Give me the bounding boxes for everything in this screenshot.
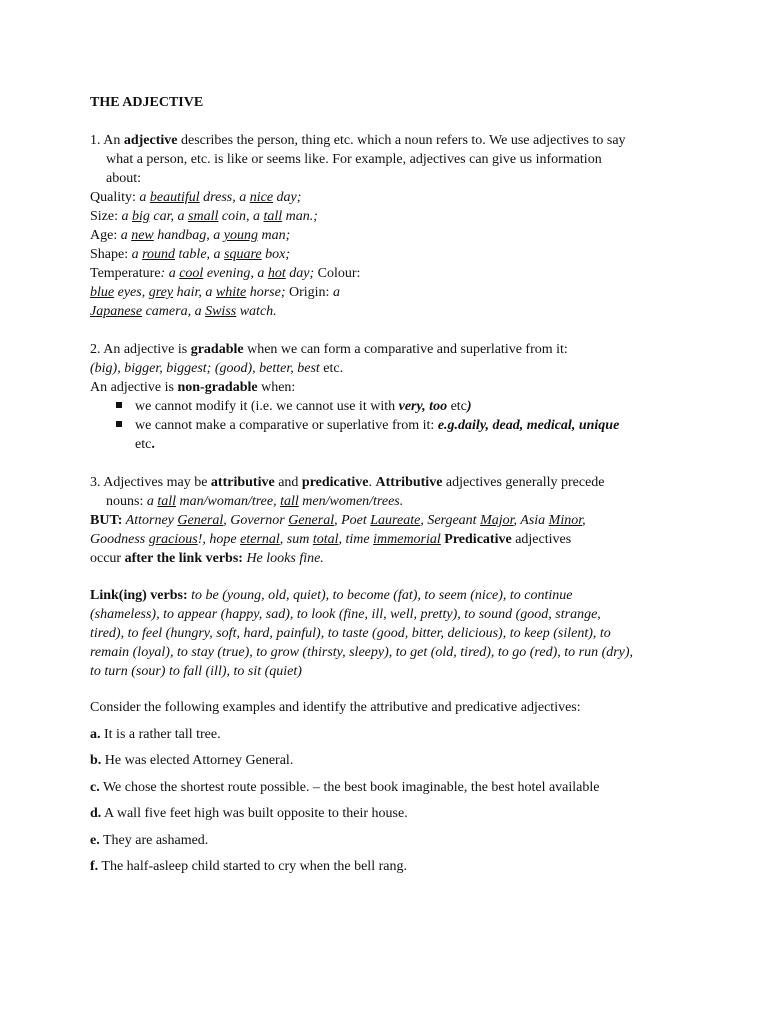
exercise-instruction	[90, 698, 690, 717]
example-e	[90, 831, 690, 850]
example-word: hot	[267, 266, 286, 281]
example-word: Laureate	[370, 513, 421, 528]
term-linking-verbs: Link(ing) verbs:	[90, 588, 188, 603]
s3-line-1	[90, 473, 690, 492]
text-run: eyes,	[114, 285, 149, 300]
section-1	[90, 131, 690, 321]
text-run: day;	[285, 266, 315, 281]
text-run: ,	[582, 513, 586, 528]
example-label: a.	[90, 727, 101, 742]
example-line	[90, 804, 690, 823]
text-run: BUT:	[90, 513, 123, 528]
bullet-marker	[116, 421, 122, 427]
text-run: coin, a	[218, 209, 264, 224]
example-word: General	[177, 513, 224, 528]
example-word: Japanese	[90, 304, 143, 319]
text-run: horse;	[246, 285, 286, 300]
shape-line	[90, 245, 690, 264]
example-line	[90, 751, 690, 770]
text-run: dress, a	[199, 190, 250, 205]
term-predicative: predicative	[301, 475, 369, 490]
example-c	[90, 778, 690, 797]
term-predicative: Predicative	[440, 532, 512, 547]
text-run: a	[146, 494, 158, 509]
section-2	[90, 340, 690, 454]
text-run: after the link verbs:	[124, 551, 243, 566]
example-b	[90, 751, 690, 770]
text-run: adjectives	[511, 532, 572, 547]
text-run: nouns:	[106, 494, 147, 509]
example-label: e.	[90, 833, 100, 848]
consider-text: Consider the following examples and identify the attributive and predicative adjectives:	[90, 700, 581, 715]
text-run: 1. An	[90, 133, 124, 148]
text-run: Quality:	[90, 190, 140, 205]
example-word: Major	[480, 513, 514, 528]
quality-line	[90, 188, 690, 207]
text-run: man/woman/tree,	[176, 494, 281, 509]
text-run: a	[121, 209, 132, 224]
example-line	[90, 831, 690, 850]
text-run: men/women/trees.	[298, 494, 404, 509]
text-run: occur	[90, 551, 125, 566]
text-run: , sum	[279, 532, 313, 547]
text-run: man;	[258, 228, 291, 243]
example-text: A wall five feet high was built opposite to their house.	[101, 806, 408, 821]
example-label: b.	[90, 753, 102, 768]
s2-line-3	[90, 378, 690, 397]
colour-line	[90, 283, 690, 302]
text-run: evening, a	[203, 266, 268, 281]
text-run: Origin:	[285, 285, 333, 300]
example-text: He was elected Attorney General.	[101, 753, 294, 768]
text-run: .	[151, 437, 155, 452]
example-line	[90, 857, 690, 876]
example-word: round	[142, 247, 176, 262]
text-run: we cannot modify it (i.e. we cannot use it with	[135, 399, 399, 414]
example-word: eternal	[240, 532, 280, 547]
text-run: .	[368, 475, 376, 490]
page-title	[90, 93, 690, 112]
text-run: day;	[273, 190, 302, 205]
text-run: , Poet	[334, 513, 371, 528]
text-run: 2. An adjective is	[90, 342, 191, 357]
example-word: beautiful	[149, 190, 200, 205]
s3-line-2	[90, 492, 690, 511]
text-run: 3. Adjectives may be	[90, 475, 211, 490]
text-run: adjectives generally precede	[442, 475, 605, 490]
text-run: !, hope	[197, 532, 241, 547]
text-run: box;	[261, 247, 291, 262]
text-run: etc	[135, 437, 152, 452]
text-run: Shape:	[90, 247, 132, 262]
example-text: The half-asleep child started to cry when the bell rang.	[98, 859, 407, 874]
text-run: watch.	[236, 304, 277, 319]
bullet-item	[90, 397, 690, 416]
example-word: big	[132, 209, 150, 224]
section-3	[90, 473, 690, 568]
text-run: car, a	[149, 209, 189, 224]
example-d	[90, 804, 690, 823]
example-word: new	[131, 228, 154, 243]
text-run: we cannot make a comparative or superlative from it:	[135, 418, 438, 433]
example-label: c.	[90, 780, 100, 795]
s3-line-3	[90, 511, 690, 530]
text-run: to be (young, old, quiet), to become (fat), to seem (nice), to continue	[187, 588, 573, 603]
text-run: very, too	[398, 399, 448, 414]
example-word: cool	[179, 266, 204, 281]
text-run: when we can form a comparative and superlative from it:	[243, 342, 568, 357]
text-run: Goodness	[90, 532, 149, 547]
term-gradable: gradable	[190, 342, 244, 357]
text-run: a	[332, 285, 340, 300]
text-run: when:	[257, 380, 296, 395]
example-line	[90, 778, 690, 797]
s1-line-3: about:	[106, 171, 141, 186]
text-run: man.;	[282, 209, 318, 224]
origin-line	[90, 302, 690, 321]
text-run: : a	[160, 266, 180, 281]
text-run: a	[131, 247, 143, 262]
example-label: d.	[90, 806, 102, 821]
example-label: f.	[90, 859, 99, 874]
text-run: a	[139, 190, 150, 205]
example-word: young	[223, 228, 258, 243]
title-text: THE ADJECTIVE	[90, 95, 204, 110]
example-word: Swiss	[205, 304, 237, 319]
text-run: e.g.daily, dead, medical, unique	[437, 418, 620, 433]
example-f	[90, 857, 690, 876]
example-a	[90, 725, 690, 744]
link-line-3: tired), to feel (hungry, soft, hard, painful), to taste (good, bitter, delicious), to keep (silent), to	[90, 626, 611, 641]
example-word: total	[312, 532, 339, 547]
example-word: nice	[249, 190, 274, 205]
text-run: Age:	[90, 228, 121, 243]
example-word: tall	[280, 494, 299, 509]
text-run: handbag, a	[153, 228, 224, 243]
example-word: immemorial	[373, 532, 441, 547]
s2-line-2	[90, 359, 690, 378]
s1-line-1	[90, 131, 690, 150]
text-run: Temperature	[90, 266, 161, 281]
link-line-2: (shameless), to appear (happy, sad), to look (fine, ill, well, pretty), to sound (good, strange,	[90, 607, 601, 622]
text-run: , Sergeant	[420, 513, 481, 528]
link-line-5: to turn (sour) to fall (ill), to sit (quiet)	[90, 664, 302, 679]
text-run: etc	[447, 399, 467, 414]
example-word: blue	[90, 285, 115, 300]
example-word: tall	[263, 209, 283, 224]
text-run: Size:	[90, 209, 122, 224]
text-run: Attorney	[122, 513, 178, 528]
text-run: hair, a	[173, 285, 216, 300]
age-line	[90, 226, 690, 245]
temperature-line	[90, 264, 690, 283]
example-word: tall	[157, 494, 177, 509]
bullet-marker	[116, 402, 122, 408]
example-word: General	[288, 513, 335, 528]
text-run: a	[120, 228, 132, 243]
link-line-1	[90, 586, 690, 605]
example-text: We chose the shortest route possible. – the best book imaginable, the best hotel available	[99, 780, 600, 795]
example-word: grey	[148, 285, 174, 300]
text-run: An adjective is	[90, 380, 178, 395]
example-text: They are ashamed.	[99, 833, 209, 848]
example-word: gracious	[148, 532, 198, 547]
text-run: , Governor	[223, 513, 289, 528]
s3-line-5	[90, 549, 690, 568]
example-text: It is a rather tall tree.	[100, 727, 221, 742]
text-run: He looks fine.	[242, 551, 324, 566]
bullet-item	[90, 416, 690, 435]
text-run: , Asia	[513, 513, 549, 528]
s2-line-1	[90, 340, 690, 359]
text-run: describes the person, thing etc. which a noun refers to. We use adjectives to say	[177, 133, 626, 148]
example-word: Minor	[548, 513, 583, 528]
example-word: square	[224, 247, 262, 262]
text-run: )	[466, 399, 472, 414]
text-run: table, a	[175, 247, 225, 262]
example-word: small	[188, 209, 219, 224]
s1-line-2: what a person, etc. is like or seems like. For example, adjectives can give us information	[106, 152, 602, 167]
text-run: , time	[338, 532, 374, 547]
text-run: (big), bigger, biggest; (good), better, best	[90, 361, 320, 376]
s3-line-4	[90, 530, 690, 549]
term-adjective: adjective	[123, 133, 178, 148]
text-run: Colour:	[314, 266, 361, 281]
text-run: and	[274, 475, 302, 490]
bullet-continuation	[90, 435, 690, 454]
link-line-4: remain (loyal), to stay (true), to grow (thirsty, sleepy), to get (old, tired), to go (red), to run (dry),	[90, 645, 634, 660]
size-line	[90, 207, 690, 226]
text-run: etc.	[319, 361, 344, 376]
example-line	[90, 725, 690, 744]
text-run: camera, a	[142, 304, 206, 319]
term-non-gradable: non-gradable	[177, 380, 258, 395]
term-attributive: Attributive	[375, 475, 443, 490]
linking-verbs-section	[90, 586, 690, 681]
example-word: white	[215, 285, 247, 300]
term-attributive: attributive	[210, 475, 275, 490]
